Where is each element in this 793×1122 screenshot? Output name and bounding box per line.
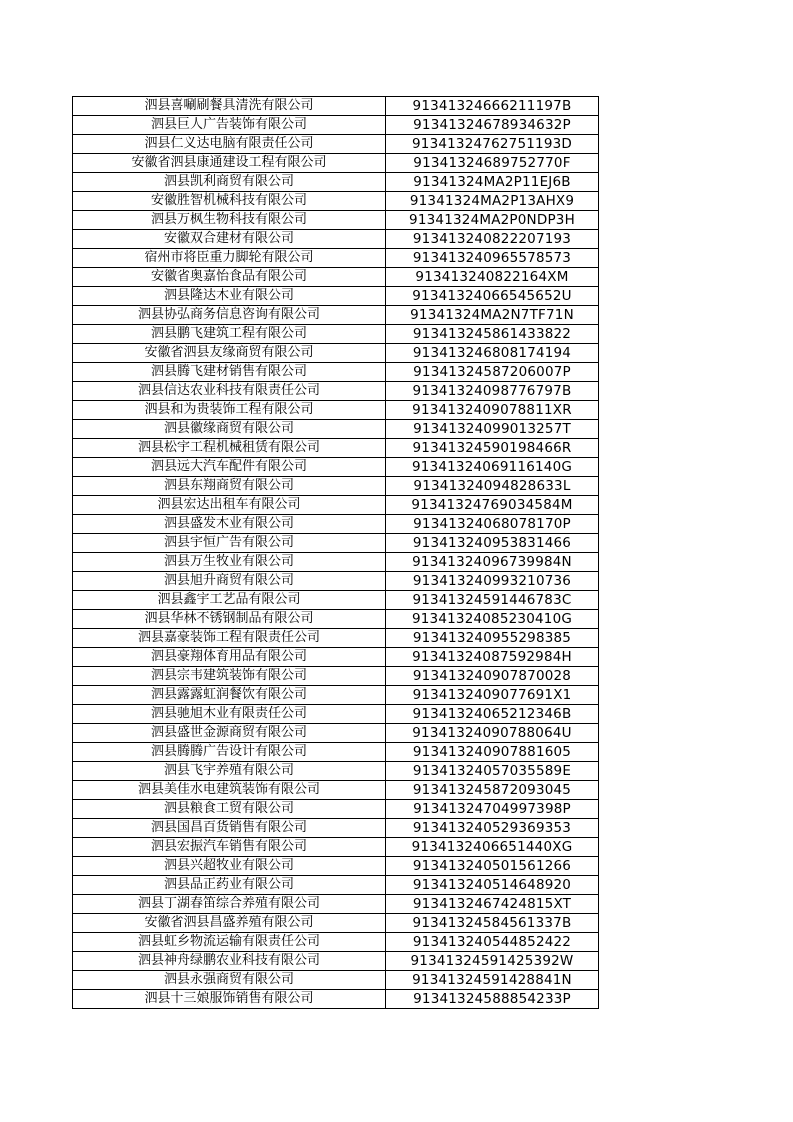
credit-code-cell: 91341324MA2P11EJ6B <box>386 173 599 192</box>
company-name-cell: 安徽省奥嘉怡食品有限公司 <box>73 268 386 287</box>
credit-code-cell: 91341324689752770F <box>386 154 599 173</box>
credit-code-cell: 91341324087592984H <box>386 648 599 667</box>
table-row <box>73 173 599 192</box>
table-row <box>73 363 599 382</box>
table-row <box>73 401 599 420</box>
company-name-cell: 安徽省泗县康通建设工程有限公司 <box>73 154 386 173</box>
table-row <box>73 876 599 895</box>
credit-code-cell: 913413240529369353 <box>386 819 599 838</box>
credit-code-cell: 91341324057035589E <box>386 762 599 781</box>
table-row <box>73 705 599 724</box>
table-row <box>73 800 599 819</box>
company-name-cell: 安徽省泗县昌盛养殖有限公司 <box>73 914 386 933</box>
company-name-cell: 泗县宏振汽车销售有限公司 <box>73 838 386 857</box>
table-row <box>73 895 599 914</box>
company-name-cell: 泗县宇恒广告有限公司 <box>73 534 386 553</box>
table-row <box>73 781 599 800</box>
table-row <box>73 306 599 325</box>
credit-code-cell: 9134132409078811XR <box>386 401 599 420</box>
credit-code-cell: 91341324065212346B <box>386 705 599 724</box>
credit-code-cell: 9134132467424815XT <box>386 895 599 914</box>
company-name-cell: 泗县徽缘商贸有限公司 <box>73 420 386 439</box>
credit-code-cell: 91341324769034584M <box>386 496 599 515</box>
table-row <box>73 724 599 743</box>
credit-code-cell: 913413245861433822 <box>386 325 599 344</box>
table-row <box>73 344 599 363</box>
credit-code-cell: 913413240514648920 <box>386 876 599 895</box>
credit-code-cell: 91341324099013257T <box>386 420 599 439</box>
company-name-cell: 泗县飞宇养殖有限公司 <box>73 762 386 781</box>
company-name-cell: 泗县神舟绿鹏农业科技有限公司 <box>73 952 386 971</box>
table-row <box>73 534 599 553</box>
table-row <box>73 838 599 857</box>
company-name-cell: 泗县露露虹润餐饮有限公司 <box>73 686 386 705</box>
table-row <box>73 990 599 1009</box>
company-name-cell: 泗县十三娘服饰销售有限公司 <box>73 990 386 1009</box>
credit-code-cell: 91341324588854233P <box>386 990 599 1009</box>
table-row <box>73 857 599 876</box>
table-row <box>73 192 599 211</box>
credit-code-cell: 913413240907870028 <box>386 667 599 686</box>
credit-code-cell: 91341324587206007P <box>386 363 599 382</box>
table-row <box>73 591 599 610</box>
company-name-cell: 泗县旭升商贸有限公司 <box>73 572 386 591</box>
company-name-cell: 泗县松宇工程机械租赁有限公司 <box>73 439 386 458</box>
company-name-cell: 泗县东翔商贸有限公司 <box>73 477 386 496</box>
table-row <box>73 610 599 629</box>
credit-code-cell: 91341324094828633L <box>386 477 599 496</box>
company-name-cell: 安徽双合建材有限公司 <box>73 230 386 249</box>
credit-code-cell: 913413240822164XM <box>386 268 599 287</box>
credit-code-cell: 9134132406651440XG <box>386 838 599 857</box>
credit-code-cell: 91341324591425392W <box>386 952 599 971</box>
table-row <box>73 743 599 762</box>
table-row <box>73 477 599 496</box>
company-name-cell: 泗县远大汽车配件有限公司 <box>73 458 386 477</box>
company-name-cell: 泗县盛发木业有限公司 <box>73 515 386 534</box>
credit-code-cell: 91341324762751193D <box>386 135 599 154</box>
company-name-cell: 安徽胜智机械科技有限公司 <box>73 192 386 211</box>
credit-code-cell: 91341324591428841N <box>386 971 599 990</box>
table-row <box>73 553 599 572</box>
credit-code-cell: 91341324666211197B <box>386 97 599 116</box>
credit-code-cell: 913413240965578573 <box>386 249 599 268</box>
table-row <box>73 268 599 287</box>
company-name-cell: 安徽省泗县友缘商贸有限公司 <box>73 344 386 363</box>
company-name-cell: 泗县驰旭木业有限责任公司 <box>73 705 386 724</box>
credit-code-cell: 913413240955298385 <box>386 629 599 648</box>
credit-code-cell: 91341324066545652U <box>386 287 599 306</box>
table-row <box>73 933 599 952</box>
table-row <box>73 439 599 458</box>
table-row <box>73 420 599 439</box>
company-name-cell: 泗县兴超牧业有限公司 <box>73 857 386 876</box>
credit-code-cell: 9134132409077691X1 <box>386 686 599 705</box>
credit-code-cell: 91341324MA2P13AHX9 <box>386 192 599 211</box>
table-row <box>73 971 599 990</box>
company-table <box>72 96 599 1009</box>
company-name-cell: 泗县隆达木业有限公司 <box>73 287 386 306</box>
credit-code-cell: 91341324590198466R <box>386 439 599 458</box>
credit-code-cell: 91341324584561337B <box>386 914 599 933</box>
credit-code-cell: 91341324MA2N7TF71N <box>386 306 599 325</box>
company-name-cell: 泗县鹏飞建筑工程有限公司 <box>73 325 386 344</box>
credit-code-cell: 91341324090788064U <box>386 724 599 743</box>
table-row <box>73 496 599 515</box>
company-name-cell: 泗县巨人广告装饰有限公司 <box>73 116 386 135</box>
table-row <box>73 154 599 173</box>
company-name-cell: 泗县鑫宇工艺品有限公司 <box>73 591 386 610</box>
company-name-cell: 泗县永强商贸有限公司 <box>73 971 386 990</box>
company-name-cell: 泗县仁义达电脑有限责任公司 <box>73 135 386 154</box>
table-row <box>73 762 599 781</box>
company-name-cell: 泗县协弘商务信息咨询有限公司 <box>73 306 386 325</box>
company-name-cell: 泗县凯利商贸有限公司 <box>73 173 386 192</box>
credit-code-cell: 913413240501561266 <box>386 857 599 876</box>
company-name-cell: 泗县喜唰刷餐具清洗有限公司 <box>73 97 386 116</box>
credit-code-cell: 913413240822207193 <box>386 230 599 249</box>
table-row <box>73 116 599 135</box>
credit-code-cell: 91341324098776797B <box>386 382 599 401</box>
table-row <box>73 952 599 971</box>
company-name-cell: 泗县腾腾广告设计有限公司 <box>73 743 386 762</box>
company-name-cell: 泗县美佳水电建筑装饰有限公司 <box>73 781 386 800</box>
company-name-cell: 泗县宗韦建筑装饰有限公司 <box>73 667 386 686</box>
company-name-cell: 泗县嘉豪装饰工程有限责任公司 <box>73 629 386 648</box>
company-name-cell: 泗县国昌百货销售有限公司 <box>73 819 386 838</box>
table-row <box>73 686 599 705</box>
company-name-cell: 泗县粮食工贸有限公司 <box>73 800 386 819</box>
table-row <box>73 135 599 154</box>
company-name-cell: 泗县虹乡物流运输有限责任公司 <box>73 933 386 952</box>
table-body <box>73 97 599 1009</box>
company-name-cell: 泗县丁湖春笛综合养殖有限公司 <box>73 895 386 914</box>
credit-code-cell: 91341324085230410G <box>386 610 599 629</box>
table-row <box>73 819 599 838</box>
credit-code-cell: 913413240993210736 <box>386 572 599 591</box>
company-name-cell: 宿州市将臣重力脚轮有限公司 <box>73 249 386 268</box>
credit-code-cell: 913413240907881605 <box>386 743 599 762</box>
table-row <box>73 287 599 306</box>
company-name-cell: 泗县万生牧业有限公司 <box>73 553 386 572</box>
table-row <box>73 629 599 648</box>
table-row <box>73 648 599 667</box>
credit-code-cell: 913413246808174194 <box>386 344 599 363</box>
table-row <box>73 325 599 344</box>
table-row <box>73 458 599 477</box>
table-row <box>73 97 599 116</box>
credit-code-cell: 91341324591446783C <box>386 591 599 610</box>
table-row <box>73 211 599 230</box>
credit-code-cell: 91341324096739984N <box>386 553 599 572</box>
company-name-cell: 泗县和为贵装饰工程有限公司 <box>73 401 386 420</box>
table-row <box>73 572 599 591</box>
company-name-cell: 泗县宏达出租车有限公司 <box>73 496 386 515</box>
credit-code-cell: 91341324069116140G <box>386 458 599 477</box>
credit-code-cell: 91341324678934632P <box>386 116 599 135</box>
company-name-cell: 泗县信达农业科技有限责任公司 <box>73 382 386 401</box>
table-row <box>73 249 599 268</box>
company-name-cell: 泗县豪翔体育用品有限公司 <box>73 648 386 667</box>
credit-code-cell: 913413245872093045 <box>386 781 599 800</box>
table-row <box>73 914 599 933</box>
table-row <box>73 230 599 249</box>
credit-code-cell: 91341324MA2P0NDP3H <box>386 211 599 230</box>
credit-code-cell: 913413240953831466 <box>386 534 599 553</box>
table-row <box>73 382 599 401</box>
company-name-cell: 泗县腾飞建材销售有限公司 <box>73 363 386 382</box>
company-name-cell: 泗县盛世金源商贸有限公司 <box>73 724 386 743</box>
table-row <box>73 515 599 534</box>
table-row <box>73 667 599 686</box>
company-name-cell: 泗县品正药业有限公司 <box>73 876 386 895</box>
credit-code-cell: 91341324704997398P <box>386 800 599 819</box>
credit-code-cell: 913413240544852422 <box>386 933 599 952</box>
company-name-cell: 泗县华林不锈钢制品有限公司 <box>73 610 386 629</box>
credit-code-cell: 91341324068078170P <box>386 515 599 534</box>
company-name-cell: 泗县万枫生物科技有限公司 <box>73 211 386 230</box>
